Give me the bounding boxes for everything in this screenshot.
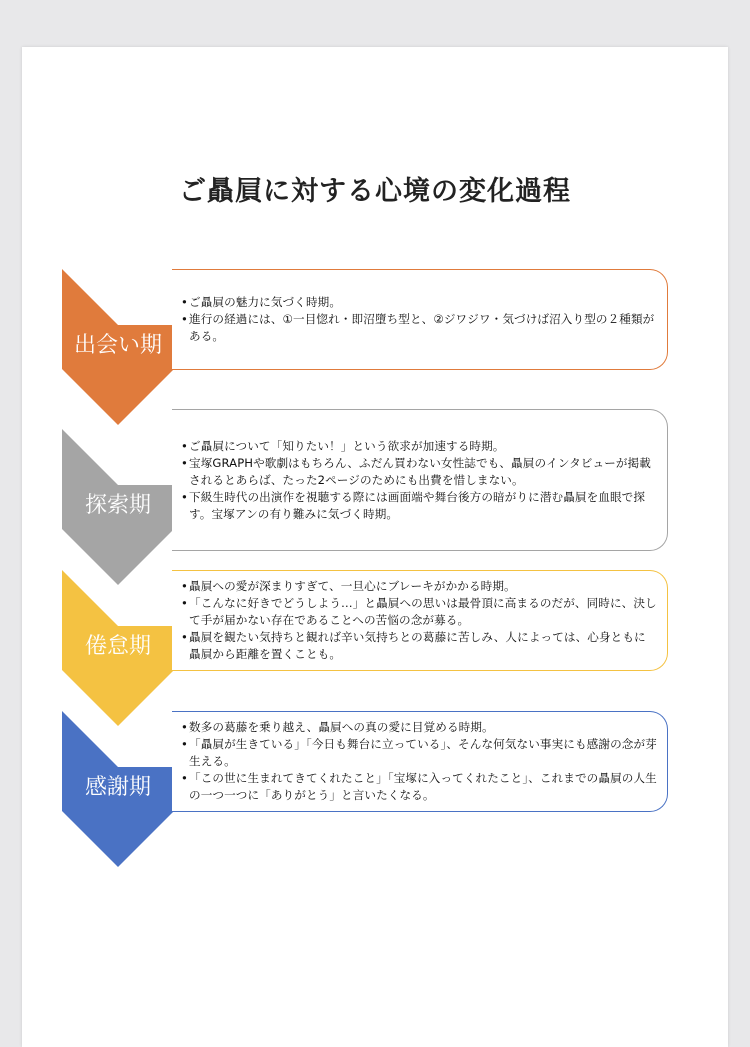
stage-description-list [181,578,657,663]
bullet-icon: • [181,596,188,610]
list-item-text: ご贔屓の魅力に気づく時期。 [189,295,342,309]
bullet-icon: • [181,579,188,593]
bullet-icon: • [181,771,188,785]
list-item [181,294,657,311]
stage-description-list [181,438,657,523]
stage-chevron-deai [62,269,174,425]
list-item [181,736,657,770]
page-title: ご贔屓に対する心境の変化過程 [179,176,571,207]
list-item [181,629,657,663]
list-item [181,455,657,489]
stage-description-list [181,719,657,804]
list-item-text: 宝塚GRAPHや歌劇はもちろん、ふだん買わない女性誌でも、贔屓のインタビューが掲載されるとあらば、たった2ページのためにも出費を惜しまない。 [189,455,651,487]
bullet-icon: • [181,295,188,309]
list-item-text: ご贔屓について「知りたい！」という欲求が加速する時期。 [189,438,505,453]
bullet-icon: • [181,312,188,326]
list-item-text: 贔屓を観たい気持ちと観れば辛い気持ちとの葛藤に苦しみ、人によっては、心身ともに贔屓から距離を置くことも。 [189,630,646,661]
list-item-text: 贔屓への愛が深まりすぎて、一旦心にブレーキがかかる時期。 [189,579,516,593]
stage-chevron-kentai [62,570,174,726]
list-item-text: 数多の葛藤を乗り越え、贔屓への真の愛に目覚める時期。 [189,720,494,734]
stage-chevron-kansha [62,711,174,867]
stage-label: 出会い期 [73,333,162,358]
bullet-icon: • [181,455,188,470]
list-item [181,489,657,523]
bullet-icon: • [181,737,188,751]
stage-label: 感謝期 [84,775,151,800]
list-item [181,438,657,455]
list-item-text: 下級生時代の出演作を視聴する際には画面端や舞台後方の暗がりに潜む贔屓を血眼で探す。宝塚アンの有り難みに気づく時期。 [189,489,646,521]
stage-description-box-deai [172,269,668,370]
list-item-text: 「こんなに好きでどうしよう…」と贔屓への思いは最骨頂に高まるのだが、同時に、決して手が届かない存在であることへの苦悩の念が募る。 [189,596,657,627]
list-item-text: 「この世に生まれてきてくれたこと」「宝塚に入ってくれたこと」、これまでの贔屓の人生の一つ一つに「ありがとう」と言いたくなる。 [189,771,657,802]
list-item-text: 「贔屓が生きている」「今日も舞台に立っている」、そんな何気ない事実にも感謝の念が芽生える。 [189,737,657,768]
stage-label: 倦怠期 [84,634,151,659]
stage-description-box-kansha [172,711,668,812]
stage-description-list [181,294,657,345]
stage-label: 探索期 [84,493,151,518]
bullet-icon: • [181,489,188,504]
list-item [181,311,657,345]
list-item [181,770,657,804]
list-item [181,578,657,595]
list-item [181,719,657,736]
stage-chevron-tansaku [62,429,174,585]
bullet-icon: • [181,720,188,734]
list-item-text: 進行の経過には、①一目惚れ・即沼墮ち型と、②ジワジワ・気づけば沼入り型の２種類がある。 [189,312,655,343]
bullet-icon: • [181,630,188,644]
bullet-icon: • [181,438,188,453]
stage-description-box-kentai [172,570,668,671]
list-item [181,595,657,629]
stage-description-box-tansaku [172,409,668,551]
